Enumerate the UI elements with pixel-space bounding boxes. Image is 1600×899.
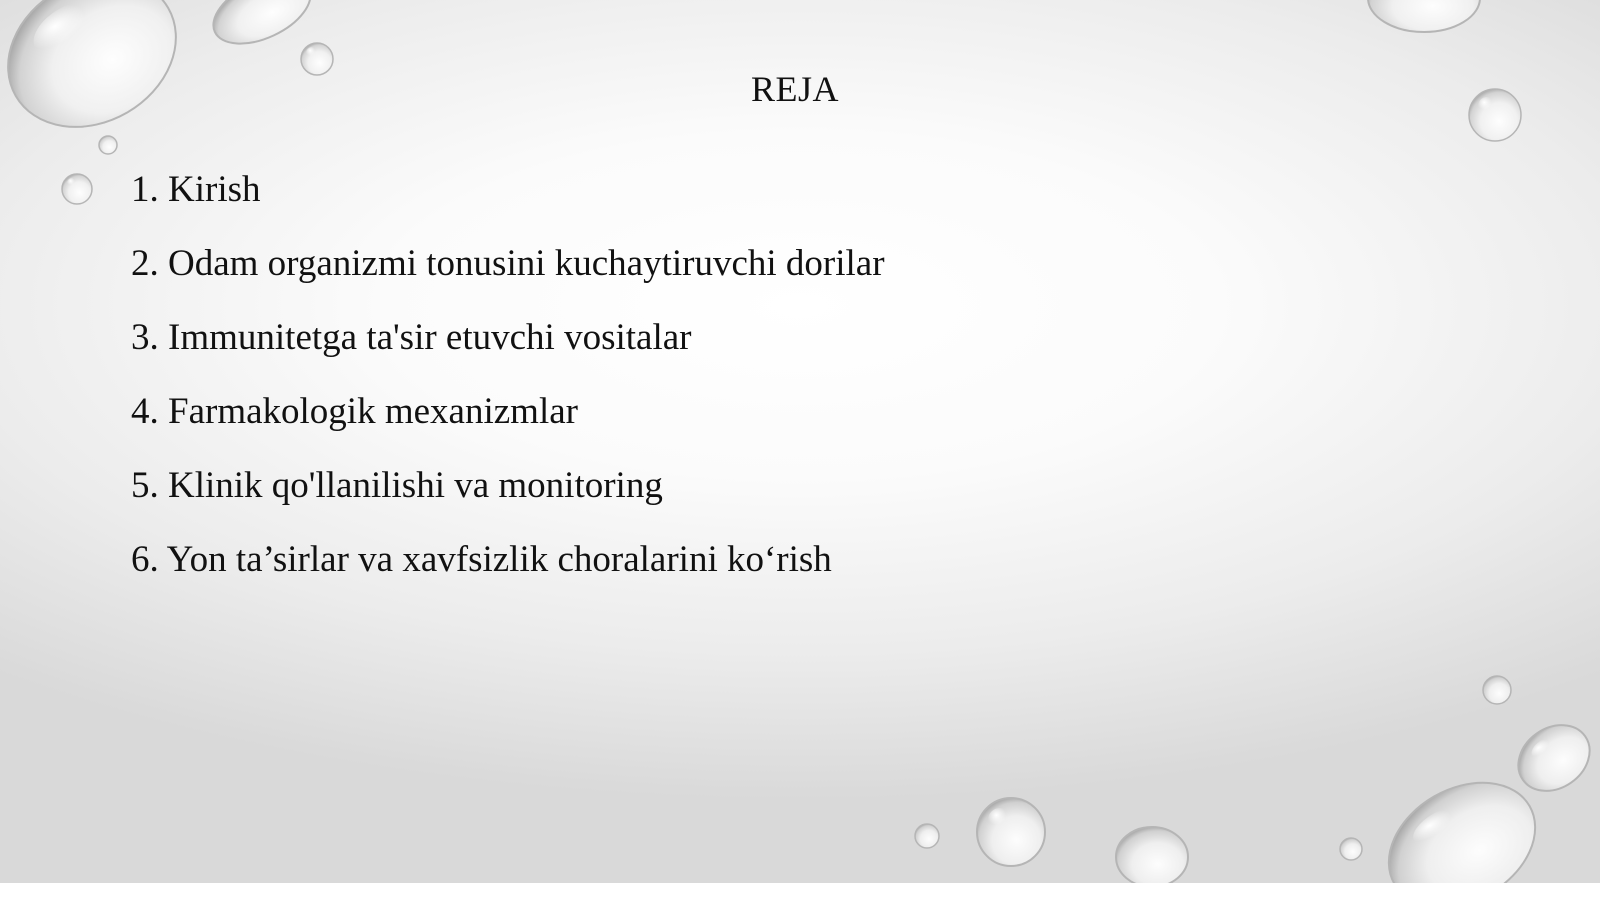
slide-title	[0, 68, 1600, 110]
droplet-top-left-oval	[203, 0, 321, 57]
outline-item: 2. Odam organizmi tonusini kuchaytiruvchi dorilar	[131, 243, 885, 284]
droplet-right-small	[1483, 676, 1511, 704]
droplet-bottom-center-large	[977, 798, 1045, 866]
outline-item: 6. Yon ta’sirlar va xavfsizlik choralarini ko‘rish	[131, 539, 832, 580]
outline-list	[131, 170, 885, 614]
outline-item: 1. Kirish	[131, 169, 261, 210]
outline-item: 4. Farmakologik mexanizmlar	[131, 391, 578, 432]
droplet-bottom-center-small	[915, 824, 939, 848]
droplet-top-right-large	[1368, 0, 1480, 32]
droplet-bottom-right-large	[1366, 758, 1557, 899]
droplet-left-bullet	[62, 174, 92, 204]
outline-item: 5. Klinik qo'llanilishi va monitoring	[131, 465, 663, 506]
droplet-right-oval	[1506, 712, 1600, 805]
outline-item: 3. Immunitetga ta'sir etuvchi vositalar	[131, 317, 692, 358]
droplet-left-tiny	[99, 136, 117, 154]
slide-title-text: REJA	[750, 69, 839, 109]
droplet-bottom-center-oval	[1116, 827, 1188, 887]
bottom-band	[0, 883, 1600, 899]
